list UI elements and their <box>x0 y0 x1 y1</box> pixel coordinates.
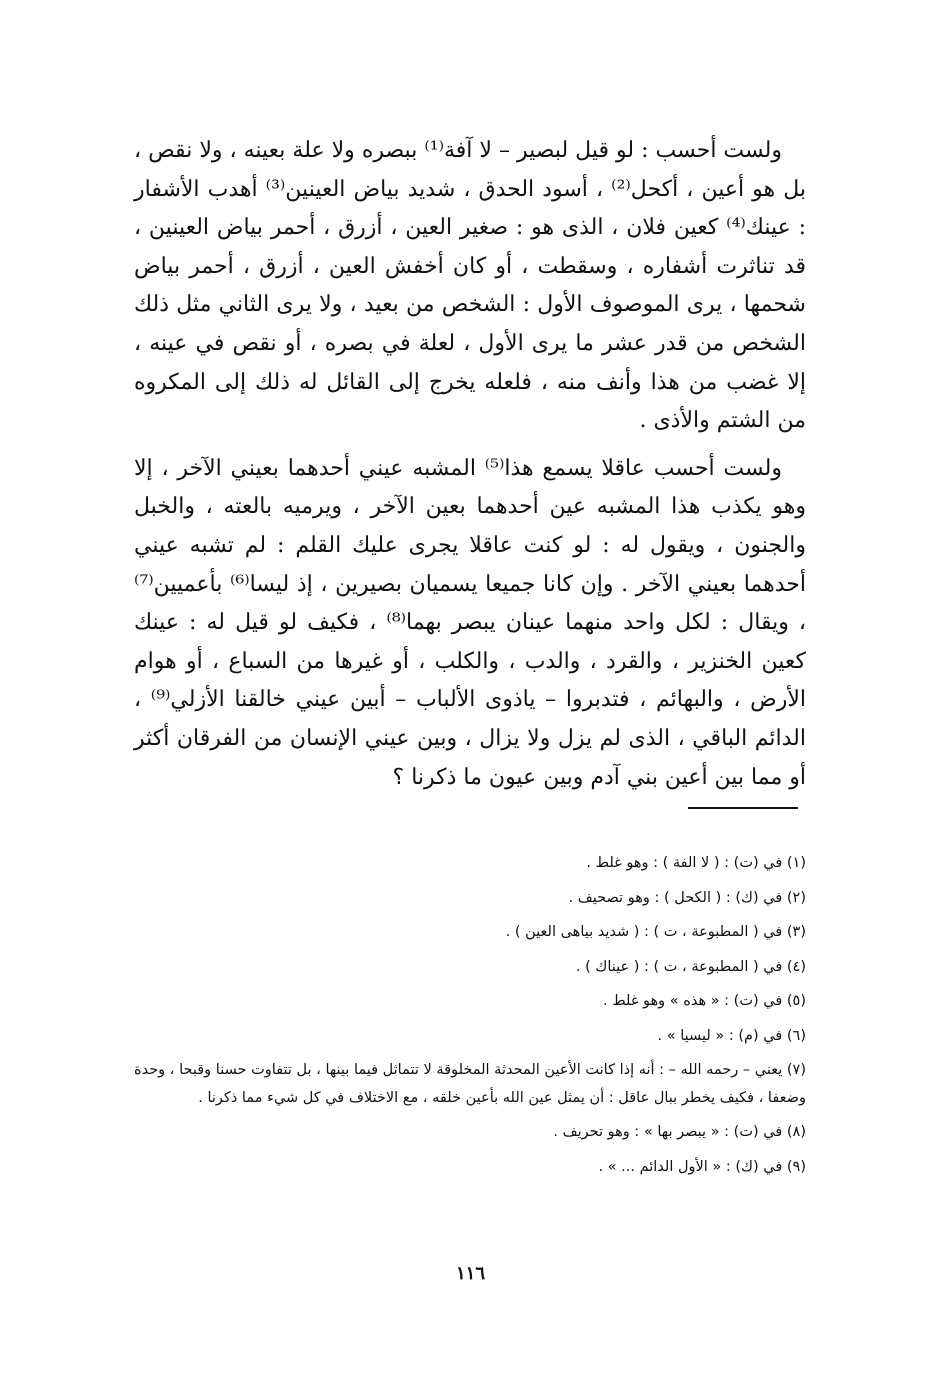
footnote-7: (٧) يعني – رحمه الله – : أنه إذا كانت الأعين المحدثة المخلوقة لا تتماثل فيما بينها ، بل تتفاوت حسنا وقبحا ، وحدة وضعفا ، فكيف يخطر ببال عاقل : أن يمثل عين الله بأعين خلقه ، مع الاختلاف في كل شيء مما ذكرنا . <box>134 1062 806 1106</box>
page-number: ١١٦ <box>455 1263 485 1284</box>
footnote-5: (٥) في (ت) : « هذه » وهو غلط . <box>603 993 806 1009</box>
footnote-9: (٩) في (ك) : « الأول الدائم ... » . <box>598 1158 806 1175</box>
main-text <box>134 132 806 797</box>
footnote-4: (٤) في ( المطبوعة ، ت ) : ( عيناك ) . <box>575 958 806 975</box>
footnote-6: (٦) في (م) : « ليسيا » . <box>657 1027 806 1044</box>
footnote-8: (٨) في (ت) : « يبصر بها » : وهو تحريف . <box>553 1124 806 1140</box>
footnote-separator <box>688 807 798 809</box>
paragraph-2: ولست أحسب عاقلا يسمع هذا⁽⁵⁾ المشبه عيني أحدهما بعيني الآخر ، إلا وهو يكذب هذا المشبه عين أحدهما بعين الآخر ، ويرميه بالعته ، والخبل والجنون ، ويقول له : لو كنت عاقلا يجرى عليك القلم : لم تشبه عيني أحدهما بعيني الآخر . وإن كانا جميعا يسميان بصيرين ، إذ ليسا⁽⁶⁾ بأعميين⁽⁷⁾ ، ويقال : لكل واحد منهما عينان يبصر بهما⁽⁸⁾ ، فكيف لو قيل له : عينك كعين الخنزير ، والقرد ، والدب ، والكلب ، أو غيرها من السباع ، أو هوام الأرض ، والبهائم ، فتدبروا – ياذوى الألباب – أبين عيني خالقنا الأزلي⁽⁹⁾ ، الدائم الباقي ، الذى لم يزل ولا يزال ، وبين عيني الإنسان من الفرقان أكثر أو مما بين أعين بني آدم وبين عيون ما ذكرنا ؟ <box>134 455 806 790</box>
paragraph-1: ولست أحسب : لو قيل لبصير – لا آفة⁽¹⁾ ببصره ولا علة بعينه ، ولا نقص ، بل هو أعين ، أكحل⁽²⁾ ، أسود الحدق ، شديد بياض العينين⁽³⁾ أهدب الأشفار : عينك⁽⁴⁾ كعين فلان ، الذى هو : صغير العين ، أزرق ، أحمر بياض العينين ، قد تناثرت أشفاره ، وسقطت ، أو كان أخفش العين ، أزرق ، أحمر بياض شحمها ، يرى الموصوف الأول : الشخص من بعيد ، ولا يرى الثاني مثل ذلك الشخص من قدر عشر ما يرى الأول ، لعلة في بصره ، أو نقص في عينه ، إلا غضب من هذا وأنف منه ، فلعله يخرج إلى القائل له ذلك إلى المكروه من الشتم والأذى . <box>134 138 806 434</box>
footnote-3: (٣) في ( المطبوعة ، ت ) : ( شديد بياهى العين ) . <box>505 924 806 940</box>
footnotes <box>134 846 806 1184</box>
footnote-1: (١) في (ت) : ( لا الفة ) : وهو غلط . <box>586 855 806 871</box>
footnote-2: (٢) في (ك) : ( الكحل ) : وهو تصحيف . <box>568 889 806 906</box>
